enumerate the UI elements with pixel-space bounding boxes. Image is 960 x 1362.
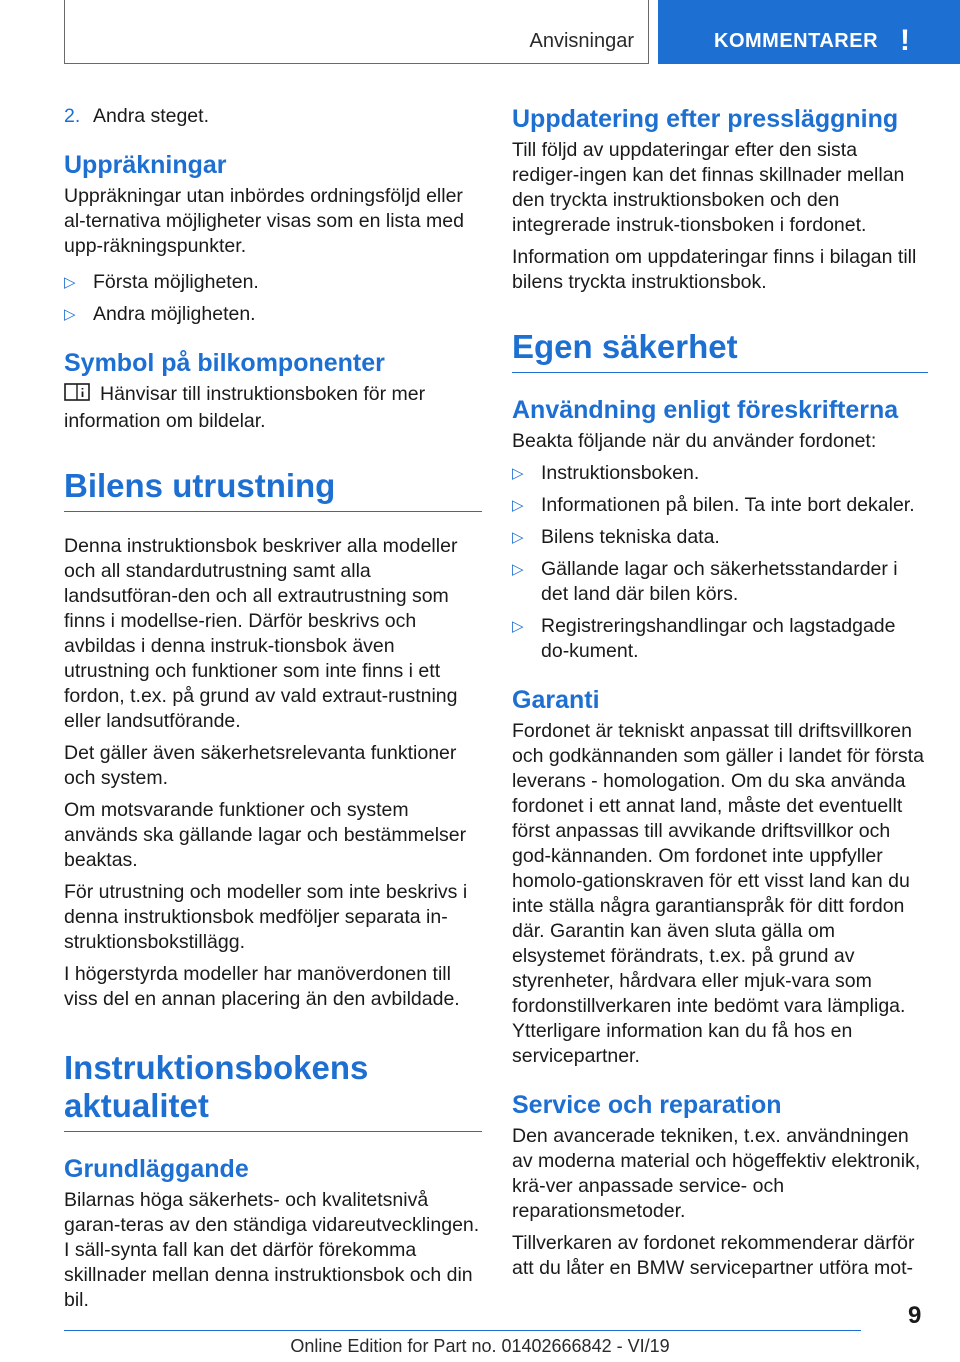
heading-utrustning: Bilens utrustning [64, 467, 482, 512]
service-paragraph: Den avancerade tekniken, t.ex. användningen av moderna material och högeffektiv elektronik, krä-ver anpassade service- och reparationsmetoder. [512, 1125, 921, 1222]
list-item: ▷ Gällande lagar och säkerhetsstandarder i det land där bilen körs. [512, 558, 898, 605]
upprakningar-text: Uppräkningar utan inbördes ordningsföljd eller al-ternativa möjligheter visas som en lista med upp-räkningspunkter. [64, 185, 464, 257]
anvandning-intro: Beakta följande när du använder fordonet: [512, 430, 877, 452]
list-item: ▷ Informationen på bilen. Ta inte bort dekaler. [512, 494, 915, 516]
triangle-bullet-icon: ▷ [512, 465, 524, 482]
utrustning-paragraph: Om motsvarande funktioner och system används ska gällande lagar och bestämmelser beaktas. [64, 799, 467, 871]
heading-uppdatering: Uppdatering efter pressläggning [512, 105, 899, 133]
utrustning-paragraph: Denna instruktionsbok beskriver alla modeller och all standardutrustning samt alla landsutföran-den och all extrautrustning som finns i modellse-rien. Därför beskrivs och avbildas i denna instruk-tionsbok även utrustning och funktioner som inte finns i ett fordon, t.ex. på grund av vald extraut-rustning eller landsutförande. [64, 535, 458, 732]
step-number: 2. [64, 105, 81, 127]
triangle-bullet-icon: ▷ [512, 497, 524, 514]
triangle-bullet-icon: ▷ [512, 561, 524, 578]
triangle-bullet-icon: ▷ [64, 274, 76, 291]
triangle-bullet-icon: ▷ [512, 529, 524, 546]
list-item: ▷ Instruktionsboken. [512, 462, 700, 484]
symbol-line [64, 382, 482, 434]
list-item: ▷ Bilens tekniska data. [512, 526, 720, 548]
list-item: ▷ Registreringshandlingar och lagstadgade do-kument. [512, 615, 896, 662]
comments-tab-label: KOMMENTARER [714, 30, 879, 52]
heading-upprakningar: Uppräkningar [64, 151, 227, 179]
heading-anvandning: Användning enligt föreskrifterna [512, 396, 899, 424]
list-item: ▷ Första möjligheten. [64, 271, 259, 293]
heading-symbol: Symbol på bilkomponenter [64, 349, 385, 377]
utrustning-paragraph: Det gäller även säkerhetsrelevanta funktioner och system. [64, 742, 457, 789]
step-item [64, 104, 482, 129]
header-section-box [64, 0, 649, 64]
heading-grundlaggande: Grundläggande [64, 1155, 249, 1183]
heading-aktualitet: Instruktionsbokens aktualitet [64, 1049, 482, 1132]
uppdatering-paragraph: Information om uppdateringar finns i bilagan till bilens tryckta instruktionsbok. [512, 246, 917, 293]
right-column [512, 104, 928, 1288]
heading-service: Service och reparation [512, 1091, 782, 1119]
book-info-icon [64, 382, 90, 409]
list-item: ▷ Andra möjligheten. [64, 303, 256, 325]
heading-egen-sakerhet: Egen säkerhet [512, 328, 928, 373]
page-number: 9 [908, 1302, 922, 1329]
exclamation-icon: ! [900, 24, 910, 57]
footer-divider [64, 1330, 861, 1331]
comments-tab[interactable] [658, 0, 960, 64]
triangle-bullet-icon: ▷ [64, 306, 76, 323]
utrustning-paragraph: I högerstyrda modeller har manöverdonen till viss del en annan placering än den avbildade. [64, 963, 460, 1010]
utrustning-paragraph: För utrustning och modeller som inte beskrivs i denna instruktionsbok medföljer separata in-struktionsbokstillägg. [64, 881, 468, 953]
triangle-bullet-icon: ▷ [512, 618, 524, 635]
symbol-text: Hänvisar till instruktionsboken för mer information om bildelar. [64, 383, 426, 432]
left-column [64, 104, 482, 1320]
step-text: Andra steget. [93, 105, 209, 127]
service-paragraph: Tillverkaren av fordonet rekommenderar därför att du låter en BMW servicepartner utföra mot- [512, 1232, 915, 1279]
footer-edition: Online Edition for Part no. 01402666842 - VI/19 [290, 1336, 670, 1356]
uppdatering-paragraph: Till följd av uppdateringar efter den sista rediger-ingen kan det finnas skillnader mellan den tryckta instruktionsboken och den integrerade instruk-tionsboken i fordonet. [512, 139, 905, 236]
grund-text: Bilarnas höga säkerhets- och kvalitetsnivå garan-teras av den ständiga vidareutvecklingen. I säll-synta fall kan det därför förekomma skillnader mellan denna instruktionsbok och din bil. [64, 1189, 480, 1311]
heading-garanti: Garanti [512, 686, 600, 714]
garanti-text: Fordonet är tekniskt anpassat till driftsvillkoren och godkännanden som gäller i landet för första leverans - homologation. Om du ska använda fordonet i ett annat land, måste det eventuellt först anpassas till avvikande driftsvillkor och god-kännanden. Om fordonet inte uppfyller homolo-gationskraven för ett visst land kan du inte ställa några garantianspråk för ditt fordon där. Garantin kan även sluta gälla om elsystemet förändrats, t.ex. på grund av styrenheter, hårdvara eller mjuk-vara som fordonstillverkaren inte bedömt vara lämpliga. Ytterligare information kan du få hos en servicepartner. [512, 720, 924, 1067]
section-label: Anvisningar [529, 30, 634, 52]
